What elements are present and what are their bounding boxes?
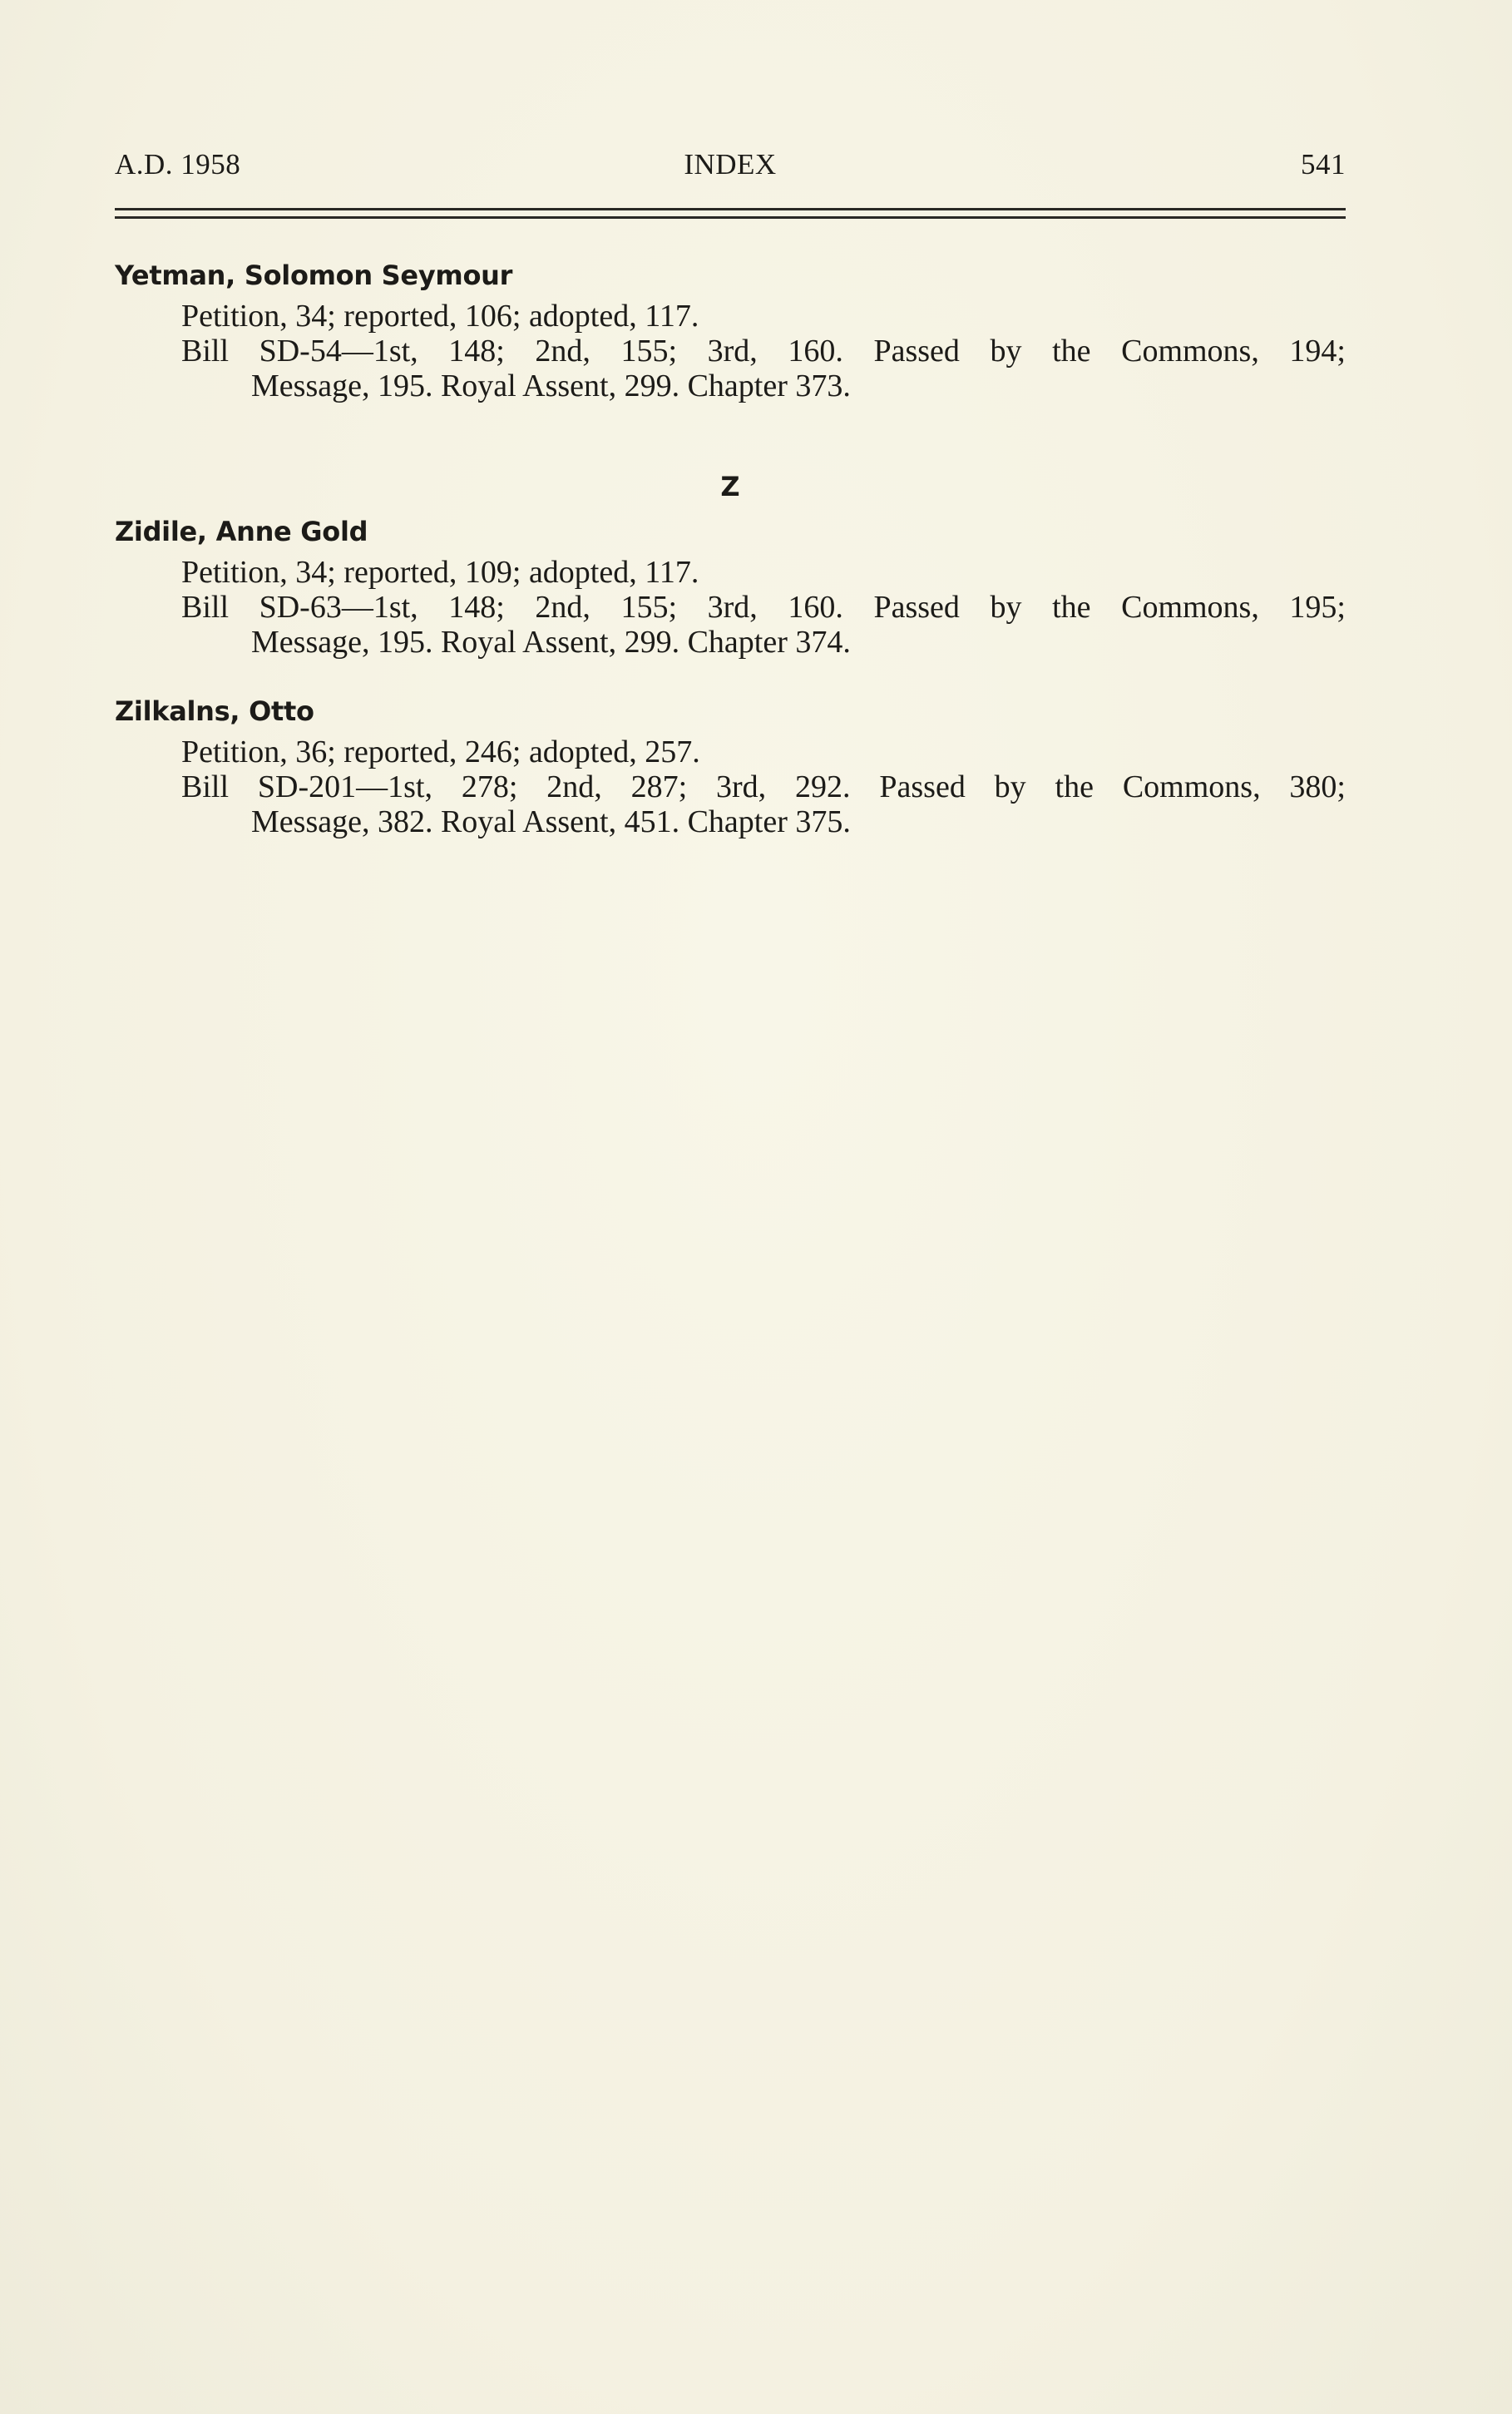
- entry-bill-continued: Message, 195. Royal Assent, 299. Chapter 374.: [251, 625, 851, 660]
- running-head: [115, 148, 1346, 190]
- page-number: 541: [1301, 148, 1346, 181]
- section-letter: Z: [720, 471, 740, 502]
- header-date: A.D. 1958: [115, 148, 241, 181]
- entry-bill: Bill SD-201—1st, 278; 2nd, 287; 3rd, 292. Passed by the Commons, 380;: [181, 769, 1346, 804]
- entry-name: Zidile, Anne Gold: [115, 516, 368, 547]
- header-rule-top: [115, 208, 1346, 210]
- entry-bill-continued: Message, 382. Royal Assent, 451. Chapter 375.: [251, 804, 851, 839]
- entry-name: Yetman, Solomon Seymour: [115, 260, 513, 291]
- entry-bill: Bill SD-54—1st, 148; 2nd, 155; 3rd, 160. Passed by the Commons, 194;: [181, 334, 1346, 369]
- entry-petition: Petition, 34; reported, 109; adopted, 117.: [181, 555, 699, 590]
- entry-petition: Petition, 34; reported, 106; adopted, 117.: [181, 299, 699, 334]
- header-title: INDEX: [684, 148, 777, 181]
- entry-petition: Petition, 36; reported, 246; adopted, 257.: [181, 735, 700, 769]
- entry-bill-continued: Message, 195. Royal Assent, 299. Chapter 373.: [251, 369, 851, 403]
- entry-bill: Bill SD-63—1st, 148; 2nd, 155; 3rd, 160. Passed by the Commons, 195;: [181, 590, 1346, 625]
- header-rule-bottom: [115, 216, 1346, 219]
- entry-name: Zilkalns, Otto: [115, 695, 314, 727]
